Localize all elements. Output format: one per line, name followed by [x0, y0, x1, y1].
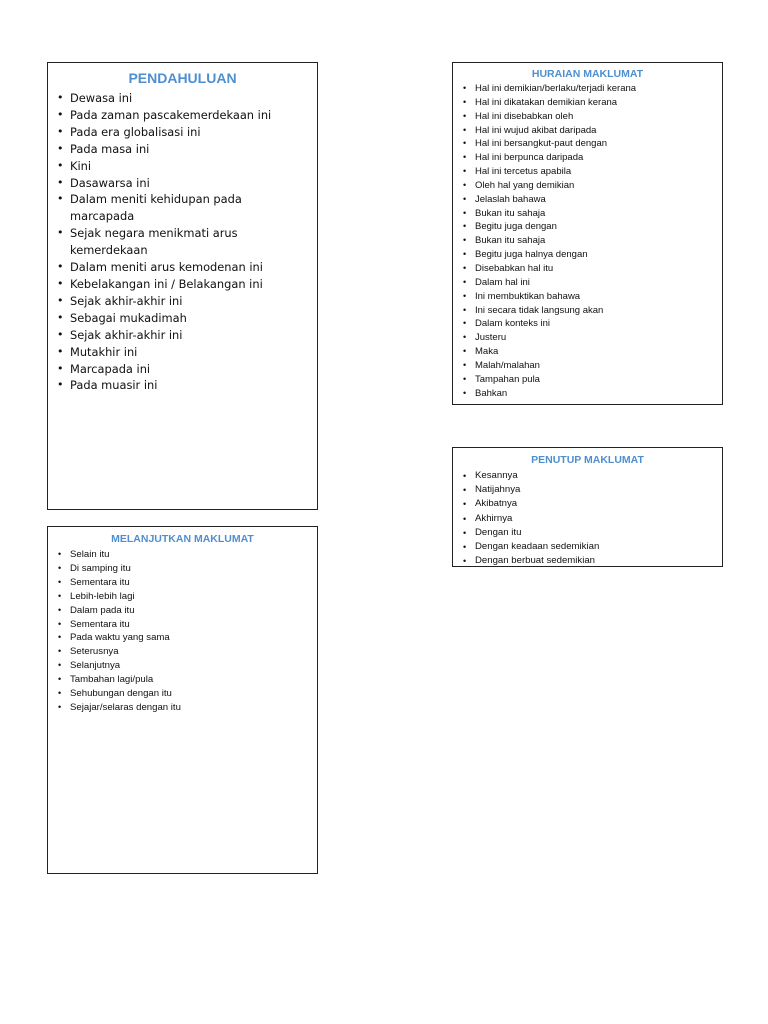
list-item	[463, 469, 712, 483]
list-item-text: Begitu juga halnya dengan	[475, 249, 588, 261]
bullet-icon: •	[463, 527, 467, 538]
bullet-icon: •	[57, 361, 64, 375]
list-item-text: Sementara itu	[70, 576, 130, 588]
list-item	[463, 82, 712, 96]
bullet-icon: •	[463, 110, 467, 121]
bullet-icon: •	[57, 260, 64, 274]
list-item	[56, 377, 309, 394]
list-item	[463, 304, 712, 318]
pendahuluan-box	[47, 62, 318, 510]
list-item	[463, 110, 712, 124]
bullet-icon: •	[58, 701, 62, 712]
list-item-text: Dalam hal ini	[475, 276, 530, 288]
list-item-text: Dalam meniti arus kemodenan ini	[70, 260, 263, 275]
bullet-icon: •	[57, 107, 64, 121]
list-item-text: Jelaslah bahawa	[475, 193, 546, 205]
list-item-text: Dalam meniti kehidupan pada marcapada	[70, 192, 242, 224]
melanjutkan-maklumat-box	[47, 526, 318, 874]
list-item-text: Begitu juga dengan	[475, 221, 557, 233]
bullet-icon: •	[463, 346, 467, 357]
list-item	[58, 687, 307, 701]
list-item	[56, 107, 309, 124]
list-item-text: Kesannya	[475, 470, 518, 481]
list-item	[463, 387, 712, 401]
list-item	[56, 90, 309, 107]
bullet-icon: •	[57, 226, 64, 240]
list-item-text: Pada masa ini	[70, 141, 150, 156]
list-item-text: Oleh hal yang demikian	[475, 179, 575, 191]
list-item-text: Hal ini berpunca daripada	[475, 152, 584, 164]
list-item-text: Pada muasir ini	[70, 378, 158, 393]
bullet-icon: •	[463, 83, 467, 93]
list-item-text: Di samping itu	[70, 562, 131, 574]
list-item-text: Marcapada ini	[70, 361, 151, 376]
list-item	[463, 317, 712, 331]
list-item	[58, 673, 307, 687]
bullet-icon: •	[57, 344, 64, 358]
list-item-text: Sementara itu	[70, 618, 130, 630]
list-item	[56, 310, 309, 327]
list-item-text: Kini	[70, 158, 92, 173]
bullet-icon: •	[57, 124, 64, 138]
list-item-text: Hal ini bersangkut-paut dengan	[475, 138, 608, 150]
list-item	[56, 259, 309, 276]
list-item	[463, 220, 712, 234]
list-item	[463, 234, 712, 248]
list-item-text: Dalam pada itu	[70, 604, 135, 616]
bullet-icon: •	[463, 318, 467, 329]
list-item	[58, 645, 307, 659]
list-item-text: Dengan itu	[475, 526, 522, 538]
list-item-text: Hal ini demikian/berlaku/terjadi kerana	[475, 83, 637, 94]
bullet-icon: •	[57, 91, 64, 104]
list-item	[463, 497, 712, 511]
list-item-text: Akibatnya	[475, 498, 518, 510]
bullet-icon: •	[57, 327, 64, 341]
list-item	[463, 262, 712, 276]
list-item	[56, 361, 309, 378]
list-item	[463, 483, 712, 497]
list-item-text: Dengan berbuat sedemikian	[475, 555, 596, 567]
bullet-icon: •	[463, 542, 467, 553]
huraian-maklumat-box	[452, 62, 723, 405]
bullet-icon: •	[463, 471, 467, 481]
bullet-icon: •	[463, 359, 467, 370]
list-item	[463, 345, 712, 359]
bullet-icon: •	[463, 96, 467, 107]
list-item-text: Kebelakangan ini / Belakangan ini	[70, 276, 263, 291]
bullet-icon: •	[57, 141, 64, 155]
list-item	[58, 604, 307, 618]
list-item	[56, 158, 309, 175]
list-item	[56, 327, 309, 344]
list-item-text: Dalam konteks ini	[475, 318, 550, 330]
list-item	[463, 165, 712, 179]
list-item	[463, 526, 712, 540]
list-item	[58, 590, 307, 604]
list-item-text: Sejajar/selaras dengan itu	[70, 701, 181, 713]
bullet-icon: •	[57, 175, 64, 189]
list-item	[463, 137, 712, 151]
list-item	[56, 276, 309, 293]
bullet-icon: •	[57, 192, 64, 206]
list-item	[463, 96, 712, 110]
bullet-icon: •	[58, 646, 62, 657]
bullet-icon: •	[463, 179, 467, 190]
bullet-icon: •	[463, 290, 467, 301]
bullet-icon: •	[57, 293, 64, 307]
bullet-icon: •	[58, 660, 62, 671]
list-item-text: Selanjutnya	[70, 660, 121, 672]
melanjutkan-maklumat-title: MELANJUTKAN MAKLUMAT	[111, 533, 254, 545]
bullet-icon: •	[58, 562, 62, 573]
list-item-text: Seterusnya	[70, 646, 119, 658]
list-item	[463, 248, 712, 262]
bullet-icon: •	[463, 166, 467, 177]
bullet-icon: •	[58, 549, 62, 559]
bullet-icon: •	[463, 235, 467, 246]
list-item	[463, 276, 712, 290]
list-item	[463, 331, 712, 345]
list-item-text: Sejak akhir-akhir ini	[70, 293, 183, 308]
list-item	[56, 141, 309, 158]
list-item-text: Bahkan	[475, 387, 508, 399]
list-item-text: Maka	[475, 346, 499, 358]
list-item	[463, 512, 712, 526]
list-item-text: Selain itu	[70, 549, 110, 560]
list-item	[463, 540, 712, 554]
list-item	[58, 659, 307, 673]
bullet-icon: •	[58, 576, 62, 587]
bullet-icon: •	[57, 378, 64, 392]
list-item	[463, 290, 712, 304]
bullet-icon: •	[57, 158, 64, 172]
bullet-icon: •	[57, 276, 64, 290]
bullet-icon: •	[58, 688, 62, 699]
huraian-maklumat-title: HURAIAN MAKLUMAT	[531, 68, 644, 80]
bullet-icon: •	[463, 332, 467, 343]
melanjutkan-maklumat-list	[58, 548, 307, 715]
list-item-text: Hal ini wujud akibat daripada	[475, 124, 597, 136]
list-item-text: Tambahan lagi/pula	[70, 674, 154, 686]
list-item	[56, 124, 309, 141]
bullet-icon: •	[58, 618, 62, 629]
list-item-text: Ini secara tidak langsung akan	[475, 304, 604, 316]
list-item-text: Hal ini dikatakan demikian kerana	[475, 96, 618, 108]
list-item-text: Bukan itu sahaja	[475, 207, 546, 219]
list-item-text: Pada zaman pascakemerdekaan ini	[70, 107, 272, 122]
list-item-text: Dewasa ini	[70, 91, 133, 105]
list-item	[463, 207, 712, 221]
list-item	[58, 562, 307, 576]
bullet-icon: •	[463, 207, 467, 218]
bullet-icon: •	[463, 152, 467, 163]
bullet-icon: •	[463, 193, 467, 204]
list-item	[463, 151, 712, 165]
list-item	[56, 191, 309, 225]
bullet-icon: •	[463, 249, 467, 260]
list-item-text: Bukan itu sahaja	[475, 235, 546, 247]
list-item	[58, 631, 307, 645]
bullet-icon: •	[463, 387, 467, 398]
bullet-icon: •	[463, 373, 467, 384]
huraian-maklumat-list	[463, 82, 712, 400]
bullet-icon: •	[463, 276, 467, 287]
list-item-text: Sejak negara menikmati arus kemerdekaan	[70, 226, 238, 258]
list-item-text: Natijahnya	[475, 484, 521, 496]
list-item-text: Tampahan pula	[475, 373, 540, 385]
list-item-text: Pada era globalisasi ini	[70, 124, 201, 139]
list-item	[58, 576, 307, 590]
bullet-icon: •	[463, 138, 467, 149]
list-item-text: Ini membuktikan bahawa	[475, 290, 581, 302]
list-item	[463, 179, 712, 193]
list-item-text: Malah/malahan	[475, 359, 540, 371]
list-item	[463, 554, 712, 568]
list-item-text: Sehubungan dengan itu	[70, 688, 172, 700]
list-item	[56, 175, 309, 192]
list-item	[463, 373, 712, 387]
list-item	[58, 548, 307, 562]
list-item-text: Lebih-lebih lagi	[70, 590, 135, 602]
list-item	[56, 225, 309, 259]
list-item-text: Hal ini tercetus apabila	[475, 166, 572, 178]
list-item	[56, 344, 309, 361]
bullet-icon: •	[463, 556, 467, 567]
list-item-text: Sebagai mukadimah	[70, 310, 187, 325]
bullet-icon: •	[58, 674, 62, 685]
list-item-text: Hal ini disebabkan oleh	[475, 110, 574, 122]
bullet-icon: •	[57, 310, 64, 324]
list-item	[463, 124, 712, 138]
bullet-icon: •	[58, 632, 62, 643]
list-item-text: Akhirnya	[475, 512, 513, 524]
list-item-text: Mutakhir ini	[70, 344, 138, 359]
list-item	[463, 193, 712, 207]
list-item-text: Pada waktu yang sama	[70, 632, 170, 644]
penutup-maklumat-box	[452, 447, 723, 567]
list-item	[58, 618, 307, 632]
bullet-icon: •	[58, 590, 62, 601]
list-item-text: Sejak akhir-akhir ini	[70, 327, 183, 342]
bullet-icon: •	[463, 304, 467, 315]
bullet-icon: •	[463, 124, 467, 135]
penutup-maklumat-title: PENUTUP MAKLUMAT	[531, 454, 644, 466]
list-item-text: Dengan keadaan sedemikian	[475, 541, 600, 553]
list-item-text: Dasawarsa ini	[70, 175, 150, 190]
bullet-icon: •	[463, 262, 467, 273]
list-item	[58, 701, 307, 715]
list-item	[463, 359, 712, 373]
list-item	[56, 293, 309, 310]
pendahuluan-list	[56, 90, 309, 394]
pendahuluan-title: PENDAHULUAN	[128, 70, 237, 86]
penutup-maklumat-list	[463, 469, 712, 568]
bullet-icon: •	[463, 499, 467, 510]
bullet-icon: •	[463, 513, 467, 524]
bullet-icon: •	[58, 604, 62, 615]
bullet-icon: •	[463, 221, 467, 232]
bullet-icon: •	[463, 485, 467, 496]
list-item-text: Disebabkan hal itu	[475, 262, 554, 274]
list-item-text: Justeru	[475, 332, 507, 344]
